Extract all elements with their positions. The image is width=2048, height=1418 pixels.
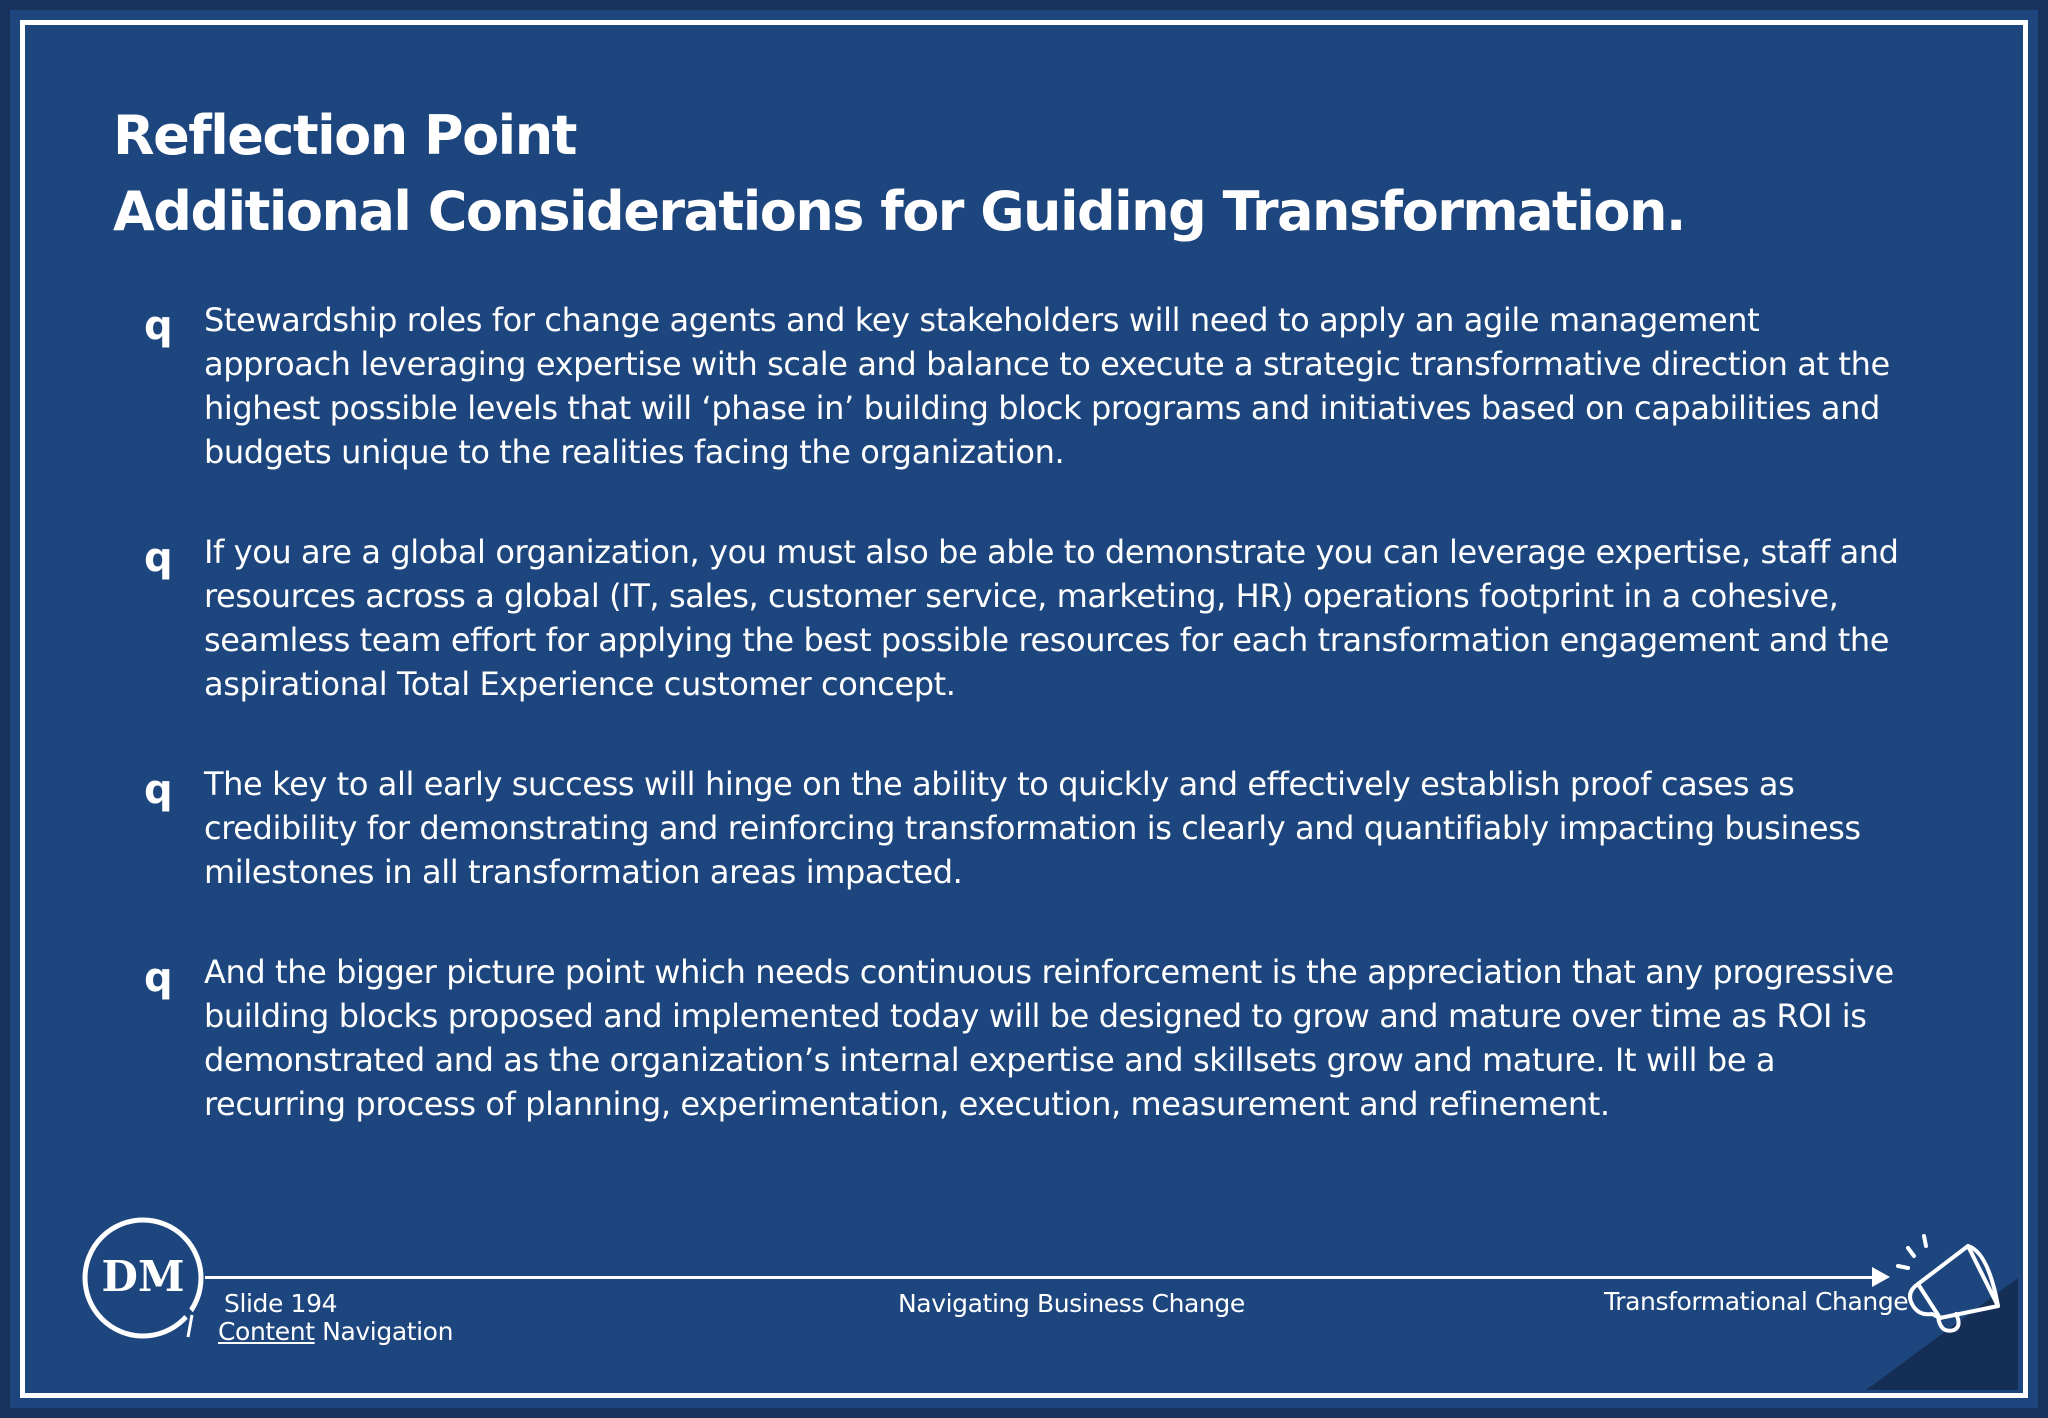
title-line-reflection: Reflection Point	[113, 104, 576, 167]
logo-text: DM	[101, 1252, 185, 1301]
footer-right-title: Transformational Change	[1604, 1287, 1909, 1316]
bullet-item-stewardship	[140, 298, 1900, 474]
checkbox-bullet-icon: q	[144, 955, 173, 1001]
megaphone-icon	[1890, 1222, 2010, 1342]
footer-timeline-line	[205, 1276, 1880, 1279]
bullet-item-global	[140, 530, 1900, 706]
bullet-item-early-success	[140, 762, 1900, 894]
content-navigation-link[interactable]: Content	[218, 1317, 315, 1346]
content-navigation	[218, 1318, 453, 1346]
bullet-list	[140, 298, 1900, 1182]
slide-title	[113, 98, 1913, 250]
bullet-text: Stewardship roles for change agents and key stakeholders will need to apply an agile management approach leveraging expertise with scale and balance to execute a strategic transformative direction at the highest possible levels that will ‘phase in’ building block programs and initiatives based on capabilities and budgets unique to the realities facing the organization.	[204, 301, 1890, 471]
checkbox-bullet-icon: q	[144, 535, 173, 581]
dm-logo-icon[interactable]	[80, 1215, 206, 1341]
bullet-text: The key to all early success will hinge on the ability to quickly and effectively establish proof cases as credibility for demonstrating and reinforcing transformation is clearly and quantifiably impacting business milestones in all transformation areas impacted.	[204, 765, 1861, 891]
bullet-item-bigger-picture	[140, 950, 1900, 1126]
navigation-label: Navigation	[314, 1317, 454, 1346]
bullet-text: And the bigger picture point which needs continuous reinforcement is the appreciation that any progressive building blocks proposed and implemented today will be designed to grow and mature over time as ROI is demonstrated and as the organization’s internal expertise and skillsets grow and mature. It will be a recurring process of planning, experimentation, execution, measurement and refinement.	[204, 953, 1894, 1123]
title-line-considerations: Additional Considerations for Guiding Transformation.	[113, 180, 1685, 243]
checkbox-bullet-icon: q	[144, 767, 173, 813]
checkbox-bullet-icon: q	[144, 303, 173, 349]
footer-center-title: Navigating Business Change	[898, 1289, 1245, 1318]
bullet-text: If you are a global organization, you must also be able to demonstrate you can leverage expertise, staff and resources across a global (IT, sales, customer service, marketing, HR) operations footprint in a cohesive, seamless team effort for applying the best possible resources for each transformation engagement and the aspirational Total Experience customer concept.	[204, 533, 1899, 703]
arrow-right-icon	[1872, 1267, 1890, 1287]
slide-number: Slide 194	[224, 1289, 338, 1318]
